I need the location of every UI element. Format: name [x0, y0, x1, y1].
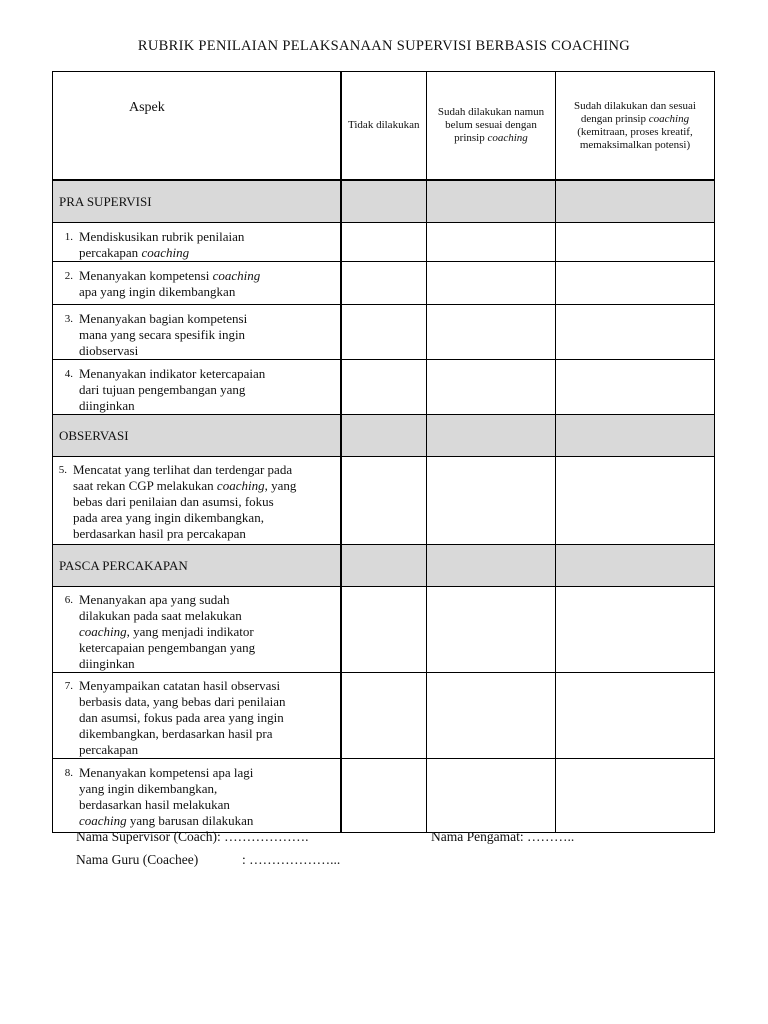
item-text: percakapan — [79, 742, 139, 757]
rating-cell[interactable] — [427, 360, 556, 415]
section-row-pra — [53, 180, 715, 223]
rating-cell[interactable] — [341, 673, 427, 759]
item-number: 6. — [64, 594, 73, 606]
item-cell-7 — [53, 673, 341, 759]
item-number: 4. — [64, 368, 73, 380]
rating-cell[interactable] — [556, 457, 715, 545]
page-title: RUBRIK PENILAIAN PELAKSANAAN SUPERVISI BERBASIS COACHING — [137, 38, 631, 54]
header-sesuai — [556, 72, 715, 181]
table-row — [53, 305, 715, 360]
pengamat-name-line: Nama Pengamat: ……….. — [431, 829, 575, 844]
rating-cell[interactable] — [427, 587, 556, 673]
item-text: Mendiskusikan rubrik penilaian — [79, 229, 245, 244]
item-text: mana yang secara spesifik ingin — [79, 327, 246, 342]
item-text: Menanyakan kompetensi — [79, 268, 213, 283]
table-row — [53, 262, 715, 305]
rating-cell[interactable] — [341, 457, 427, 545]
guru-name-label: Nama Guru (Coachee) — [76, 852, 199, 867]
item-number: 1. — [64, 231, 73, 243]
item-text: dari tujuan pengembangan yang — [79, 382, 246, 397]
rating-cell[interactable] — [427, 759, 556, 833]
item-italic: coaching — [141, 245, 190, 260]
table-row — [53, 223, 715, 262]
item-number: 3. — [64, 313, 73, 325]
rating-cell[interactable] — [341, 360, 427, 415]
item-number: 2. — [64, 270, 73, 282]
table-row — [53, 360, 715, 415]
item-number: 5. — [58, 464, 67, 476]
rating-cell[interactable] — [341, 262, 427, 305]
item-text: Menyampaikan catatan hasil observasi — [79, 678, 281, 693]
rating-cell[interactable] — [427, 457, 556, 545]
item-italic: coaching — [212, 268, 261, 283]
section-row-pasca — [53, 545, 715, 587]
header-col3-italic: coaching — [648, 112, 690, 125]
rating-cell[interactable] — [341, 587, 427, 673]
item-italic: coaching — [79, 813, 127, 828]
item-text: Mencatat yang terlihat dan terdengar pada — [73, 462, 293, 477]
rating-cell[interactable] — [556, 587, 715, 673]
header-col2-italic: coaching — [487, 132, 528, 144]
item-text: dikembangkan, berdasarkan hasil pra — [79, 726, 273, 741]
item-text: bebas dari penilaian dan asumsi, fokus — [73, 494, 274, 509]
rating-cell[interactable] — [556, 759, 715, 833]
rating-cell[interactable] — [556, 223, 715, 262]
rubric-table — [52, 71, 715, 833]
guru-name-value: : ………………... — [242, 852, 341, 867]
rating-cell[interactable] — [556, 262, 715, 305]
item-text: Menanyakan apa yang sudah — [79, 592, 230, 607]
item-text: berdasarkan hasil melakukan — [79, 797, 230, 812]
item-cell-3 — [53, 305, 341, 360]
item-text: pada area yang ingin dikembangkan, — [73, 510, 264, 525]
item-text: apa yang ingin dikembangkan — [79, 284, 236, 299]
rating-cell[interactable] — [556, 673, 715, 759]
header-col3-note: (kemitraan, proses kreatif, memaksimalkan potensi) — [577, 125, 693, 151]
item-text: diinginkan — [79, 398, 135, 413]
table-row — [53, 587, 715, 673]
section-row-observasi — [53, 415, 715, 457]
section-label-pra: PRA SUPERVISI — [53, 180, 341, 223]
section-label-observasi: OBSERVASI — [53, 415, 341, 457]
table-row — [53, 673, 715, 759]
rating-cell[interactable] — [341, 759, 427, 833]
item-number: 8. — [64, 767, 73, 779]
item-text: Menanyakan kompetensi apa lagi — [79, 765, 254, 780]
item-cell-2 — [53, 262, 341, 305]
header-col3-text: Sudah dilakukan dan sesuai dengan prinsip — [574, 99, 696, 125]
rating-cell[interactable] — [427, 673, 556, 759]
item-text: diinginkan — [79, 656, 135, 671]
item-cell-6 — [53, 587, 341, 673]
item-number: 7. — [64, 680, 73, 692]
rating-cell[interactable] — [427, 262, 556, 305]
header-aspek: Aspek — [53, 72, 341, 181]
rating-cell[interactable] — [427, 223, 556, 262]
item-text: yang ingin dikembangkan, — [79, 781, 218, 796]
header-belum-sesuai — [427, 72, 556, 181]
rating-cell[interactable] — [556, 360, 715, 415]
table-row — [53, 457, 715, 545]
item-italic: coaching — [216, 478, 265, 493]
rating-cell[interactable] — [427, 305, 556, 360]
item-italic: coaching — [79, 624, 127, 639]
table-row — [53, 759, 715, 833]
rating-cell[interactable] — [556, 305, 715, 360]
item-text: , yang menjadi indikator — [126, 624, 254, 639]
item-text: Menanyakan indikator ketercapaian — [79, 366, 266, 381]
item-text: ketercapaian pengembangan yang — [79, 640, 256, 655]
item-cell-8 — [53, 759, 341, 833]
item-cell-1 — [53, 223, 341, 262]
item-text: dan asumsi, fokus pada area yang ingin — [79, 710, 284, 725]
item-text: , yang — [264, 478, 297, 493]
item-cell-4 — [53, 360, 341, 415]
item-text: yang barusan dilakukan — [126, 813, 254, 828]
item-text: saat rekan CGP melakukan — [73, 478, 217, 493]
item-text: percakapan — [79, 245, 142, 260]
item-text: berbasis data, yang bebas dari penilaian — [79, 694, 286, 709]
item-cell-5 — [53, 457, 341, 545]
supervisor-name-line: Nama Supervisor (Coach): ………………. — [76, 829, 309, 844]
header-col1-text: Tidak dilakukan — [348, 119, 420, 131]
header-col2-text: Sudah dilakukan namun belum sesuai dengan prinsip — [437, 106, 545, 144]
header-row — [53, 72, 715, 181]
rating-cell[interactable] — [341, 223, 427, 262]
rating-cell[interactable] — [341, 305, 427, 360]
item-text: dilakukan pada saat melakukan — [79, 608, 242, 623]
item-text: berdasarkan hasil pra percakapan — [73, 526, 246, 541]
item-text: diobservasi — [79, 343, 139, 358]
header-tidak-dilakukan — [341, 72, 427, 181]
section-label-pasca: PASCA PERCAKAPAN — [53, 545, 341, 587]
item-text: Menanyakan bagian kompetensi — [79, 311, 248, 326]
